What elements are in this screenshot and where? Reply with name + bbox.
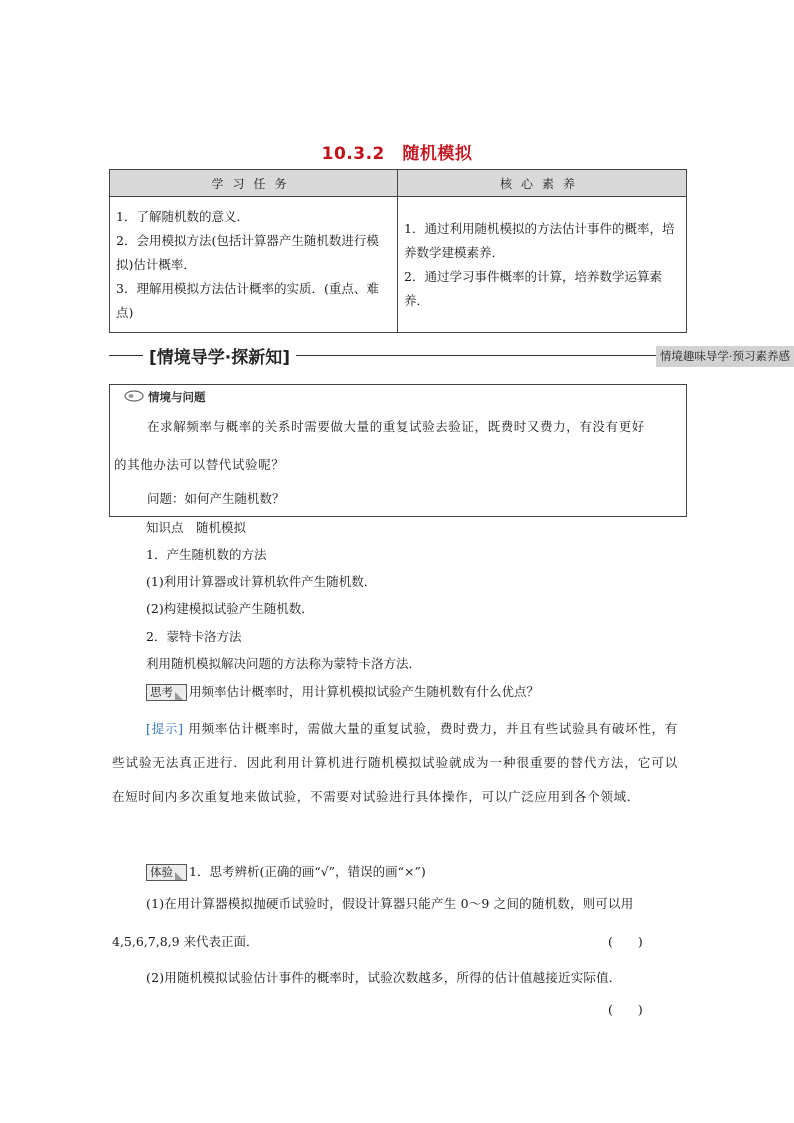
core-literacy-cell xyxy=(398,197,687,333)
scenario-text-line-1: 在求解频率与概率的关系时需要做大量的重复试验去验证，既费时又费力，有没有更好 xyxy=(147,419,645,434)
hint-tag: [提示] xyxy=(146,721,184,736)
knowledge-item-1-title: 1．产生随机数的方法 xyxy=(146,547,267,562)
think-question: 用频率估计概率时，用计算机模拟试验产生随机数有什么优点？ xyxy=(189,684,540,699)
scenario-label: 情境与问题 xyxy=(148,390,206,404)
learning-task-item: 2．会用模拟方法(包括计算器产生随机数进行模拟)估计概率． xyxy=(116,232,379,272)
goals-table xyxy=(109,169,687,333)
core-literacy-item: 1．通过利用随机模拟的方法估计事件的概率，培养数学建模素养． xyxy=(404,220,675,260)
scenario-text-line-2: 的其他办法可以替代试验呢？ xyxy=(114,457,285,472)
section-tag: 情境趣味导学·预习素养感 xyxy=(656,346,794,367)
hint-answer: 用频率估计概率时，需做大量的重复试验，费时费力，并且有些试验具有破坏性，有些试验无法真正进行．因此利用计算机进行随机模拟试验就成为一种很重要的替代方法，它可以在短时间内多次重复地来做试验，不需要对试验进行具体操作，可以广泛应用到各个领域． xyxy=(112,721,678,804)
experience-tag: 体验 xyxy=(146,864,187,881)
knowledge-item-1a: (1)利用计算器或计算机软件产生随机数． xyxy=(146,574,377,589)
knowledge-item-1b: (2)构建模拟试验产生随机数． xyxy=(146,601,314,616)
goals-header-tasks: 学习任务 xyxy=(110,170,398,197)
think-row xyxy=(146,682,539,701)
question-2: (2)用随机模拟试验估计事件的概率时，试验次数越多，所得的估计值越接近实际值． xyxy=(146,970,622,985)
core-literacy-item: 2．通过学习事件概率的计算，培养数学运算素养． xyxy=(404,268,662,308)
thought-bubble-icon xyxy=(124,390,144,402)
scenario-question: 问题：如何产生随机数？ xyxy=(147,491,285,506)
question-1-line-2: 4,5,6,7,8,9 来代表正面． xyxy=(112,934,259,949)
goals-header-literacy: 核心素养 xyxy=(398,170,687,197)
question-1-line-1: (1)在用计算器模拟抛硬币试验时，假设计算器只能产生 0～9 之间的随机数，则可以用 xyxy=(146,896,634,911)
section-banner xyxy=(109,343,794,369)
think-tag: 思考 xyxy=(146,684,187,701)
learning-task-item: 3．理解用模拟方法估计概率的实质．(重点、难点) xyxy=(116,280,379,320)
knowledge-item-2-title: 2．蒙特卡洛方法 xyxy=(146,629,242,644)
answer-blank-2[interactable]: ( ) xyxy=(608,1002,643,1017)
page-title: 10.3.2 随机模拟 xyxy=(321,144,473,164)
scenario-box xyxy=(109,384,687,517)
learning-task-item: 1．了解随机数的意义． xyxy=(116,208,249,224)
experience-heading: 1．思考辨析(正确的画“√”，错误的画“×”) xyxy=(189,864,426,879)
experience-row xyxy=(146,862,426,881)
hint-paragraph xyxy=(112,712,678,814)
knowledge-item-2-text: 利用随机模拟解决问题的方法称为蒙特卡洛方法． xyxy=(146,656,422,671)
section-heading: [情境导学·探新知] xyxy=(143,343,296,368)
answer-blank-1[interactable]: ( ) xyxy=(608,934,643,949)
knowledge-heading: 知识点 随机模拟 xyxy=(146,520,247,535)
learning-tasks-cell xyxy=(110,197,398,333)
